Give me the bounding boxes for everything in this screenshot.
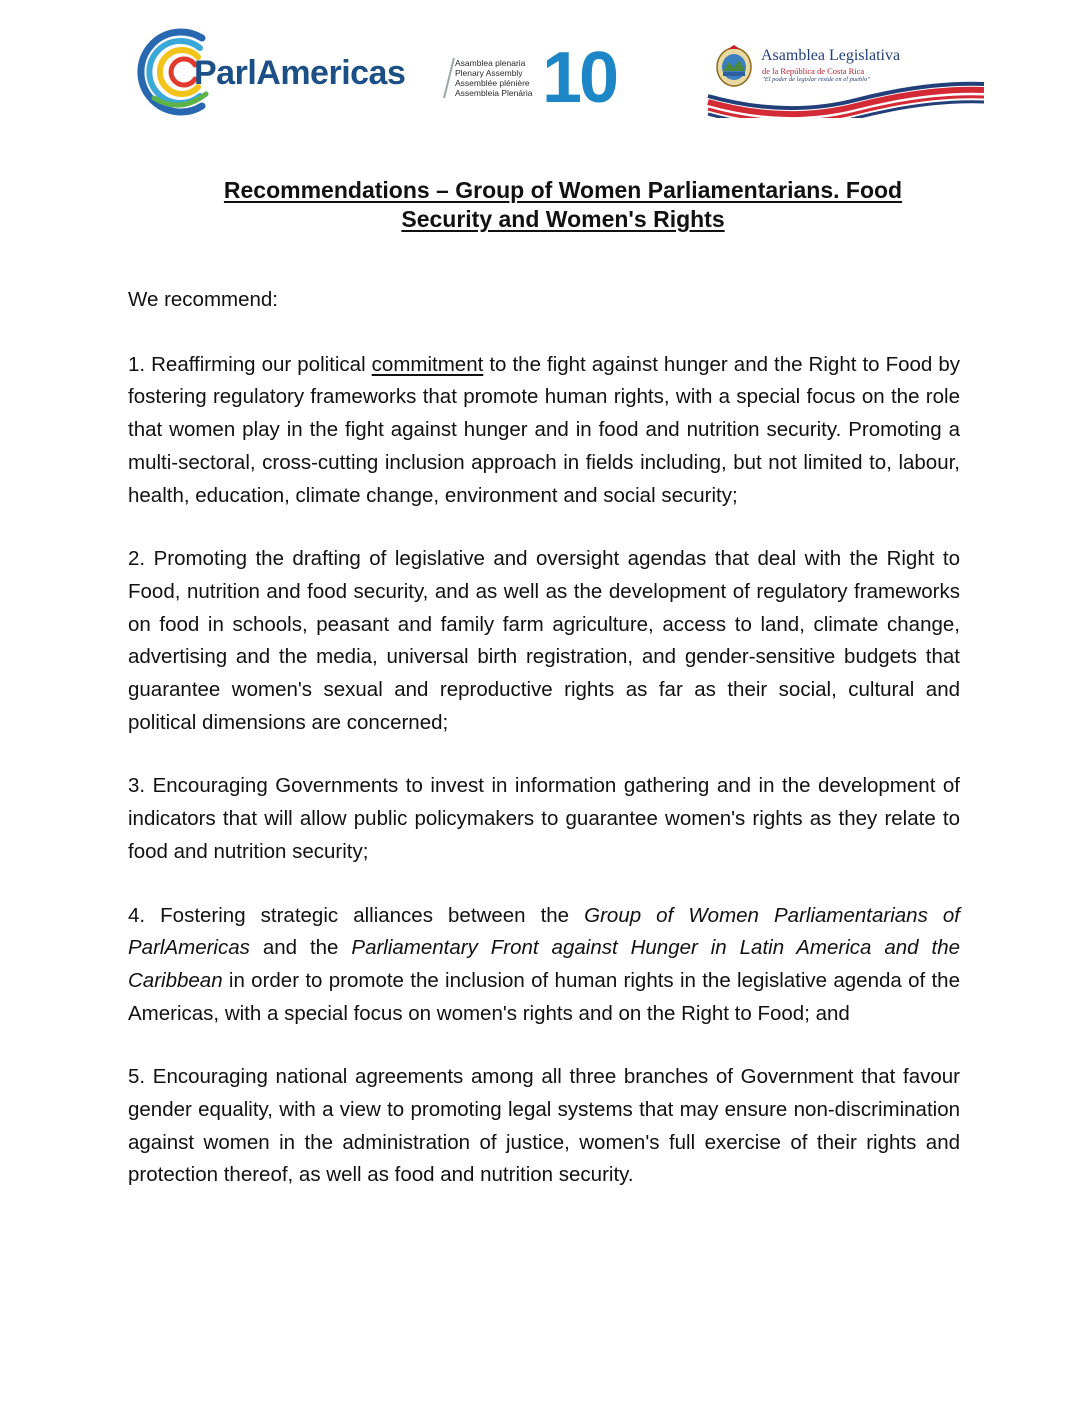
costa-rica-seal-icon (714, 44, 754, 88)
recommendation-4-part3: in order to promote the inclusion of human rights in the legislative agenda of the Americas, with a special focus on women's rights and on the Right to Food; and (128, 968, 960, 1025)
recommendation-1-start: 1. Reaffirming our political (128, 352, 372, 376)
recommendation-4 (128, 900, 960, 1031)
asamblea-legislativa-logo (706, 42, 986, 118)
document-title: Recommendations – Group of Women Parliamentarians. Food Security and Women's Rights (223, 177, 903, 232)
host-subtitle: de la República de Costa Rica (762, 66, 865, 76)
assembly-label-en: Plenary Assembly (455, 68, 523, 78)
recommendation-2: 2. Promoting the drafting of legislative and oversight agendas that deal with the Right to Food, nutrition and food security, and as well as the development of regulatory frameworks on food in schools, peasant and family farm agriculture, access to land, climate change, advertising and the media, universal birth registration, and gender-sensitive budgets that guarantee women's sexual and reproductive rights as far as their social, cultural and political dimensions are concerned; (128, 547, 960, 734)
plenary-assembly-labels (455, 58, 545, 98)
parlamericas-wordmark: ParlAmericas (194, 54, 406, 92)
assembly-label-fr: Assemblée plénière (455, 78, 530, 88)
recommendation-3: 3. Encouraging Governments to invest in information gathering and in the development of indicators that will allow public policymakers to guarantee women's rights as they relate to food and nutrition security; (128, 774, 960, 863)
host-title: Asamblea Legislativa (761, 47, 901, 64)
host-motto: "El poder de legislar reside en el pueblo" (762, 76, 870, 83)
intro-text: We recommend: (128, 288, 279, 311)
recommendation-1 (128, 349, 960, 513)
assembly-label-es: Asamblea plenaria (455, 58, 526, 68)
page-header (0, 0, 1088, 150)
edition-number: 10 (542, 38, 617, 118)
recommendation-5: 5. Encouraging national agreements among all three branches of Government that favour gender equality, with a view to promoting legal systems that may ensure non-discrimination against women in the administration of justice, women's full exercise of their rights and protection thereof, as well as food and nutrition security. (128, 1065, 960, 1187)
recommendation-4-part1: 4. Fostering strategic alliances between the (128, 903, 585, 927)
parlamericas-logo (132, 24, 462, 120)
document-body (128, 284, 960, 1223)
assembly-label-pt: Assembleia Plenária (455, 88, 533, 98)
front-name-italic: Parliamentary Front against Hunger in Latin America and the Caribbean (128, 936, 961, 992)
recommendation-1-rest: to the fight against hunger and the Right to Food by fostering regulatory frameworks that promote human rights, with a special focus on the role that women play in the fight against hunger and in food and nutrition security. Promoting a multi-sectoral, cross-cutting inclusion approach in fields including, but not limited to, labour, health, education, climate change, environment and social security; (128, 352, 960, 507)
group-name-italic: Group of Women Parliamentarians of ParlAmericas (128, 903, 960, 960)
underlined-word: commitment (371, 352, 484, 376)
recommendation-4-part2: and the (249, 936, 352, 960)
